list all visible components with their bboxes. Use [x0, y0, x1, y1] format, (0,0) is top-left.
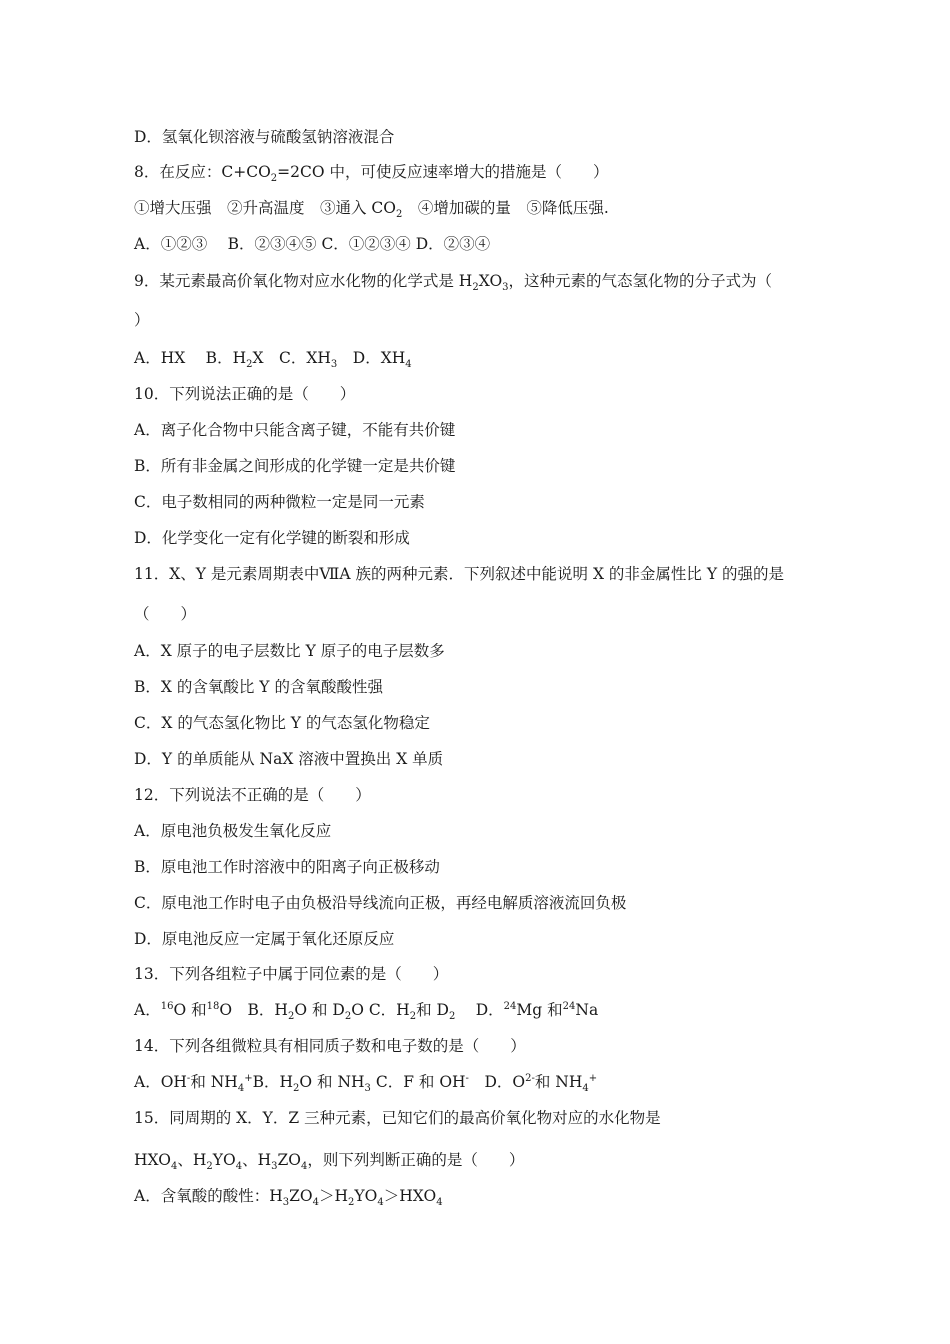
q13-stem: 13．下列各组粒子中属于同位素的是（ ）: [134, 965, 449, 983]
q10-option-c: C．电子数相同的两种微粒一定是同一元素: [134, 493, 425, 511]
q9-options: A．HX B．$H_2X$ C．$XH_3$ D．$XH_4$: [134, 349, 412, 371]
q11-stem: 11．X、Y 是元素周期表中ⅦA 族的两种元素．下列叙述中能说明 X 的非金属性比 Y 的强的是: [134, 565, 785, 583]
q15-stem-cont: $HXO_4$、$H_2YO_4$、$H_3ZO_4$，则下列判断正确的是（ ）: [134, 1151, 525, 1173]
q11-option-b: B．X 的含氧酸比 Y 的含氧酸酸性强: [134, 678, 383, 696]
q11-option-a: A．X 原子的电子层数比 Y 原子的电子层数多: [134, 642, 445, 660]
q10-option-a: A．离子化合物中只能含离子键，不能有共价键: [134, 421, 456, 439]
q8-measures: ①增大压强 ②升高温度 ③通入 $CO_2$ ④增加碳的量 ⑤降低压强.: [134, 199, 609, 221]
q9-stem-end: ）: [134, 311, 150, 329]
q11-option-d: D．Y 的单质能从 NaX 溶液中置换出 X 单质: [134, 750, 444, 768]
q12-option-b: B．原电池工作时溶液中的阳离子向正极移动: [134, 858, 440, 876]
q9-stem: 9．某元素最高价氧化物对应水化物的化学式是 $H_2XO_3$，这种元素的气态氢化物的分子式为（: [134, 272, 773, 294]
q12-option-d: D．原电池反应一定属于氧化还原反应: [134, 930, 395, 948]
q10-option-d: D．化学变化一定有化学键的断裂和形成: [134, 529, 410, 547]
q10-option-b: B．所有非金属之间形成的化学键一定是共价键: [134, 457, 456, 475]
q8-options: A．①②③ B．②③④⑤ C．①②③④ D．②③④: [134, 235, 491, 253]
q12-option-a: A．原电池负极发生氧化反应: [134, 822, 332, 840]
q15-option-a: A．含氧酸的酸性：$H_3ZO_4>H_2YO_4>HXO_4$: [134, 1187, 443, 1209]
q13-options: A．$^{16}$O 和$^{18}$O B．$H_2O$ 和 $D_2O$ C．$H_2$和 $D_2$ D．$^{24}$Mg 和$^{24}$Na: [134, 1000, 599, 1023]
q10-stem: 10．下列说法正确的是（ ）: [134, 385, 356, 403]
q14-options: A．OH-和 $NH_4^+B$．$H_2O$ 和 $NH_3$ C．F 和 OH- D．$O^{2-}$和 $NH_4^+$: [134, 1072, 598, 1095]
q14-stem: 14．下列各组微粒具有相同质子数和电子数的是（ ）: [134, 1037, 526, 1055]
q15-stem: 15．同周期的 X．Y．Z 三种元素，已知它们的最高价氧化物对应的水化物是: [134, 1109, 661, 1127]
q11-option-c: C．X 的气态氢化物比 Y 的气态氢化物稳定: [134, 714, 430, 732]
q12-stem: 12．下列说法不正确的是（ ）: [134, 786, 371, 804]
q7-option-d: D．氢氧化钡溶液与硫酸氢钠溶液混合: [134, 128, 395, 146]
q12-option-c: C．原电池工作时电子由负极沿导线流向正极，再经电解质溶液流回负极: [134, 894, 627, 912]
q11-stem-end: （ ）: [134, 605, 197, 623]
q8-stem: 8．在反应：$C+CO_2=2CO$ 中，可使反应速率增大的措施是（ ）: [134, 163, 609, 185]
